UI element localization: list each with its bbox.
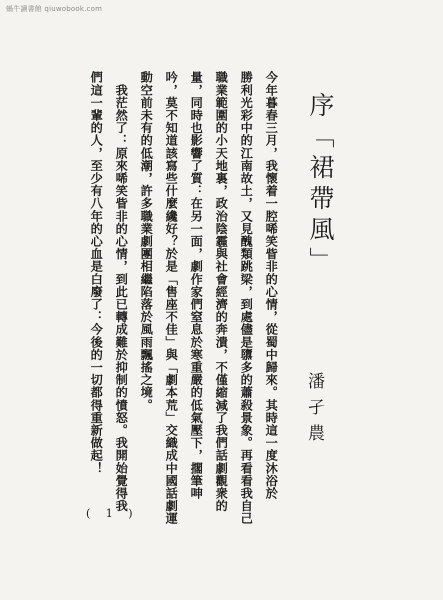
- body-column-4: 量，同時也影響了質：在另一面，劇作家們窒息於寒重嚴的低氣壓下，擱筆呻: [189, 71, 204, 500]
- body-column-5: 吟，莫不知道該寫些什麼纔好？於是「售座不佳」與「劇本荒」交織成中國話劇運: [164, 71, 179, 525]
- body-column-8: 們這一輩的人，至少有八年的心血是白廢了：今後的一切都得重新做起！: [89, 71, 104, 475]
- body-column-7: 我茫然了：原來唏笑眥非的心情，到此已轉成難於抑制的憤怒。我開始覺得我: [114, 71, 129, 512]
- body-column-6: 動空前未有的低潮，許多職業劇團相繼陷落於風雨飄搖之境。: [139, 71, 154, 412]
- watermark: 蝸牛讀書館 qiuwobook.com: [6, 5, 103, 13]
- author-name: 潘孑農: [304, 372, 324, 450]
- body-column-2: 勝利光彩中的江南故土，又見醜類跳梁，到處儘是隳多的蕭殺景象。再看看我自己: [239, 71, 254, 525]
- page-number: ( 1 ): [86, 507, 139, 520]
- preface-title: 序「裙帶風」: [306, 92, 335, 278]
- body-column-3: 職業範圍的小天地裏，政治陰霾與社會經濟的奔潰，不僅縮減了我們話劇觀衆的: [214, 71, 229, 512]
- body-column-1: 今年暮春三月，我懷着一腔唏笑眥非的心情，從蜀中歸來。其時這一度沐浴於: [264, 71, 279, 500]
